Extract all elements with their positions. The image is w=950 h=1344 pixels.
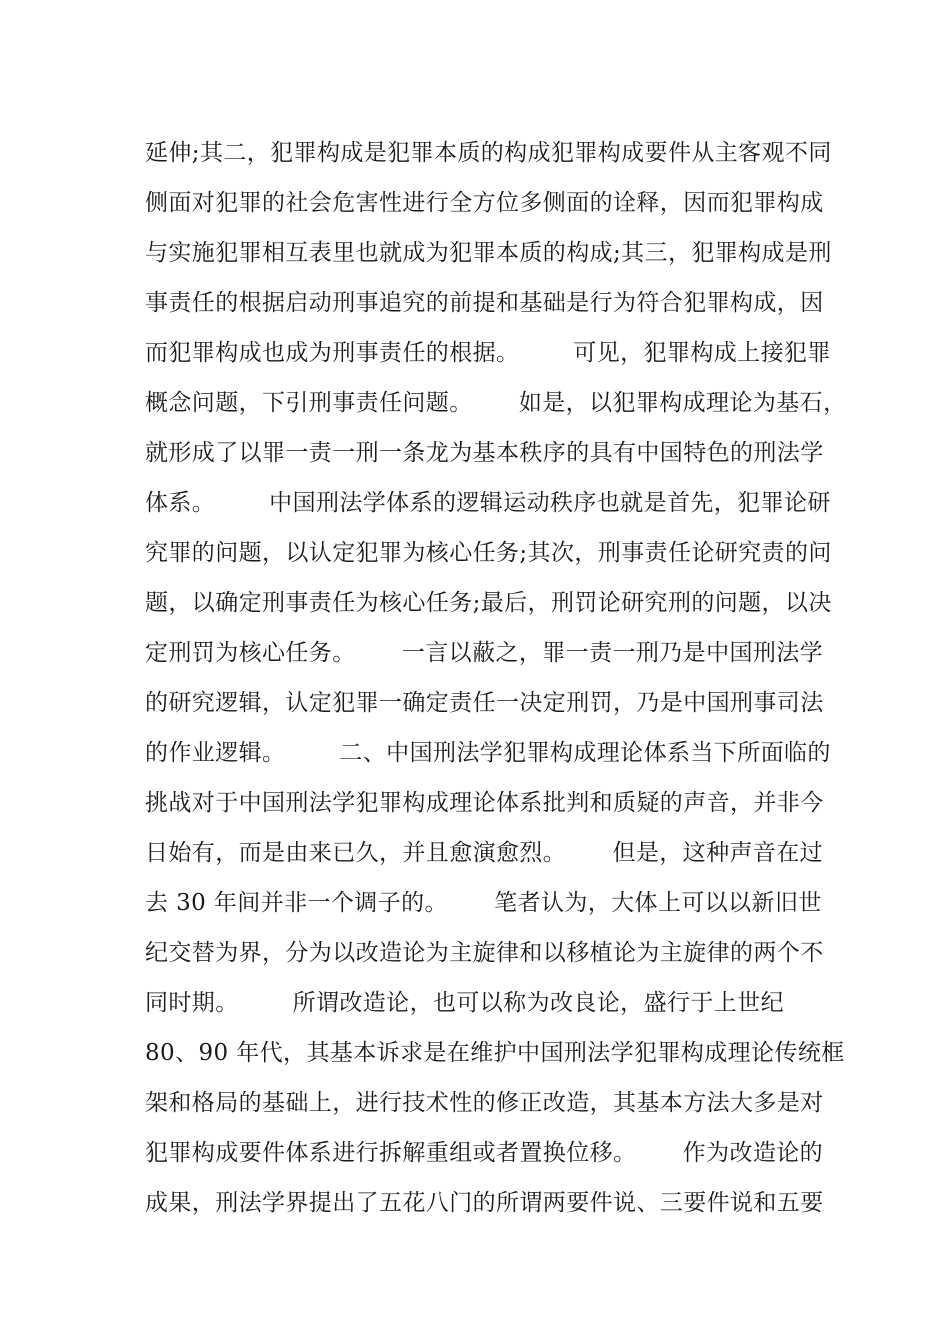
text-line: 体系。 中国刑法学体系的逻辑运动秩序也就是首先，犯罪论研	[145, 490, 831, 516]
text-line: 究罪的问题，以认定犯罪为核心任务;其次，刑事责任论研究责的问	[145, 540, 832, 566]
body-text	[145, 131, 847, 1231]
text-line: 定刑罚为核心任务。 一言以蔽之，罪一责一刑乃是中国刑法学	[145, 640, 824, 666]
text-line: 挑战对于中国刑法学犯罪构成理论体系批判和质疑的声音，并非今	[145, 790, 824, 816]
text-line: 的作业逻辑。 二、中国刑法学犯罪构成理论体系当下所面临的	[145, 740, 831, 766]
text-line: 去 30 年间并非一个调子的。 笔者认为，大体上可以以新旧世	[145, 890, 822, 916]
text-line: 架和格局的基础上，进行技术性的修正改造，其基本方法大多是对	[145, 1090, 824, 1116]
text-line: 成果，刑法学界提出了五花八门的所谓两要件说、三要件说和五要	[145, 1190, 824, 1216]
text-line: 就形成了以罪一责一刑一条龙为基本秩序的具有中国特色的刑法学	[145, 440, 824, 466]
text-line: 延伸;其二，犯罪构成是犯罪本质的构成犯罪构成要件从主客观不同	[145, 140, 832, 166]
text-line: 日始有，而是由来已久，并且愈演愈烈。 但是，这种声音在过	[145, 840, 824, 866]
text-line: 题，以确定刑事责任为核心任务;最后，刑罚论研究刑的问题，以决	[145, 590, 832, 616]
text-line: 概念问题，下引刑事责任问题。 如是，以犯罪构成理论为基石，	[145, 390, 847, 416]
text-line: 事责任的根据启动刑事追究的前提和基础是行为符合犯罪构成，因	[145, 290, 824, 316]
text-line: 纪交替为界，分为以改造论为主旋律和以移植论为主旋律的两个不	[145, 940, 824, 966]
text-line: 犯罪构成要件体系进行拆解重组或者置换位移。 作为改造论的	[145, 1140, 824, 1166]
text-line: 与实施犯罪相互表里也就成为犯罪本质的构成;其三，犯罪构成是刑	[145, 240, 832, 266]
text-line: 80、90 年代，其基本诉求是在维护中国刑法学犯罪构成理论传统框	[145, 1040, 845, 1066]
text-line: 侧面对犯罪的社会危害性进行全方位多侧面的诠释，因而犯罪构成	[145, 190, 824, 216]
text-line: 而犯罪构成也成为刑事责任的根据。 可见，犯罪构成上接犯罪	[145, 340, 831, 366]
text-line: 同时期。 所谓改造论，也可以称为改良论，盛行于上世纪	[145, 990, 784, 1016]
text-line: 的研究逻辑，认定犯罪一确定责任一决定刑罚，乃是中国刑事司法	[145, 690, 824, 716]
